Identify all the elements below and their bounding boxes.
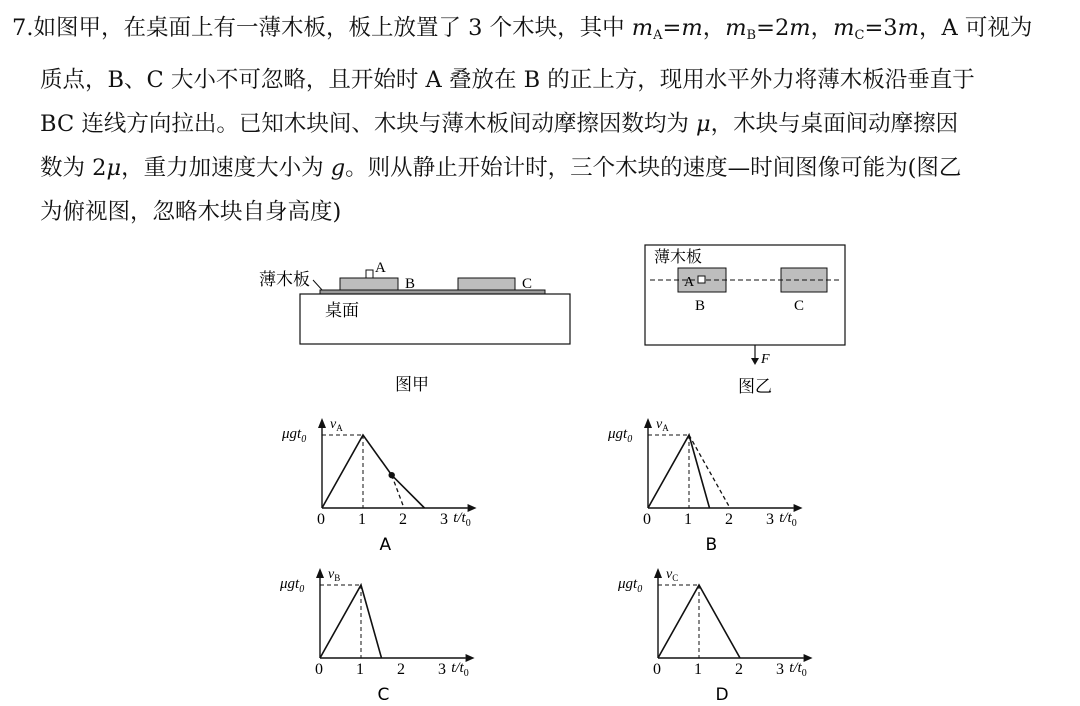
y-axis-label bbox=[330, 417, 343, 433]
x-tick-label: 1 bbox=[684, 511, 692, 528]
y-axis-sub: A bbox=[662, 423, 669, 433]
velocity-line bbox=[322, 435, 425, 508]
x-axis-label bbox=[453, 510, 471, 529]
x-tick-label: 2 bbox=[725, 511, 733, 528]
question-line-1: 7.如图甲，在桌面上有一薄木板，板上放置了 3 个木块，其中 $m_A=m$，$m_B=2m$，$m_C=3m$，A 可视为 bbox=[12, 15, 1033, 43]
y-axis-arrow bbox=[654, 568, 662, 578]
block-a-top bbox=[698, 276, 705, 283]
label-b-top: B bbox=[695, 298, 706, 314]
text-segment: 数为 2 bbox=[40, 155, 107, 181]
var-m: m bbox=[631, 15, 654, 41]
graph-option-b bbox=[604, 412, 844, 562]
x-tick-label: 3 bbox=[438, 661, 446, 678]
var-m: m bbox=[789, 15, 811, 41]
y-axis-label bbox=[656, 417, 669, 433]
question-line-2: 质点，B、C 大小不可忽略，且开始时 A 叠放在 B 的正上方，现用水平外力将薄木板沿垂直于 bbox=[40, 67, 975, 93]
y-mark-label bbox=[607, 426, 632, 445]
x-axis-arrow bbox=[468, 504, 477, 512]
x-tick-label: 3 bbox=[776, 661, 784, 678]
figure-yi bbox=[640, 240, 860, 400]
x-tick-label: 1 bbox=[694, 661, 702, 678]
var-g: g bbox=[330, 155, 346, 181]
x-tick-label: 3 bbox=[440, 511, 448, 528]
board-label: 薄木板 bbox=[259, 270, 310, 289]
y-mark-label bbox=[617, 576, 642, 595]
text-segment: = bbox=[662, 15, 682, 41]
option-label: A bbox=[379, 535, 392, 555]
board-label-top: 薄木板 bbox=[654, 249, 703, 266]
x-tick-label: 1 bbox=[358, 511, 366, 528]
x-tick-label: 2 bbox=[397, 661, 405, 678]
caption-yi: 图乙 bbox=[738, 377, 772, 396]
y-mark-sub: 0 bbox=[301, 434, 307, 445]
velocity-dashed-line bbox=[689, 435, 730, 508]
y-axis-text: v bbox=[328, 567, 335, 582]
x-tick-label: 0 bbox=[643, 511, 651, 528]
question-text bbox=[12, 6, 1072, 234]
text-segment: 。则从静止开始计时，三个木块的速度—时间图像可能为(图乙 bbox=[345, 155, 962, 181]
label-c: C bbox=[522, 276, 533, 292]
y-mark-sub: 0 bbox=[299, 584, 305, 595]
velocity-dashed-line bbox=[392, 475, 404, 508]
x-tick-label: 0 bbox=[317, 511, 325, 528]
label-a: A bbox=[375, 260, 386, 276]
option-label: B bbox=[705, 535, 718, 555]
y-mark-text: μgt bbox=[282, 426, 302, 442]
label-a-top: A bbox=[684, 275, 695, 290]
y-mark-sub: 0 bbox=[627, 434, 633, 445]
x-axis-sub: 0 bbox=[791, 518, 797, 529]
y-mark-text: μgt bbox=[608, 426, 628, 442]
y-axis-sub: A bbox=[336, 423, 343, 433]
y-axis-text: v bbox=[656, 417, 663, 432]
x-tick-label: 1 bbox=[356, 661, 364, 678]
y-mark-sub: 0 bbox=[637, 584, 643, 595]
var-m: m bbox=[681, 15, 703, 41]
text-segment: =2 bbox=[756, 15, 790, 41]
var-m: m bbox=[897, 15, 919, 41]
y-mark-text: μgt bbox=[618, 576, 638, 592]
text-segment: =3 bbox=[864, 15, 898, 41]
caption-jia: 图甲 bbox=[395, 375, 429, 394]
x-axis-text: t/t bbox=[779, 510, 792, 526]
x-axis-label bbox=[451, 660, 469, 679]
text-segment: ，重力加速度大小为 bbox=[121, 155, 331, 181]
subscript: C bbox=[854, 28, 865, 43]
y-axis-text: v bbox=[330, 417, 337, 432]
force-arrow-head bbox=[751, 358, 759, 365]
x-axis-label bbox=[789, 660, 807, 679]
board-leader-line bbox=[313, 280, 323, 291]
figure-jia bbox=[255, 248, 585, 398]
y-mark-label bbox=[281, 426, 306, 445]
y-axis-label bbox=[666, 567, 678, 583]
x-axis-label bbox=[779, 510, 797, 529]
y-axis-arrow bbox=[316, 568, 324, 578]
graph-option-a bbox=[278, 412, 518, 562]
y-mark-text: μgt bbox=[280, 576, 300, 592]
graph-option-d bbox=[614, 562, 854, 706]
x-axis-sub: 0 bbox=[465, 518, 471, 529]
y-axis-arrow bbox=[318, 418, 326, 428]
x-tick-label: 2 bbox=[735, 661, 743, 678]
x-axis-arrow bbox=[466, 654, 475, 662]
text-segment: BC 连线方向拉出。已知木块间、木块与薄木板间动摩擦因数均为 bbox=[40, 111, 696, 137]
y-axis-arrow bbox=[644, 418, 652, 428]
block-b-side bbox=[340, 278, 398, 290]
x-tick-label: 0 bbox=[315, 661, 323, 678]
y-axis-sub: C bbox=[672, 573, 679, 583]
option-label: D bbox=[715, 685, 729, 705]
question-line-5: 为俯视图，忽略木块自身高度) bbox=[40, 199, 342, 225]
block-c-side bbox=[458, 278, 515, 290]
y-mark-label bbox=[279, 576, 304, 595]
velocity-point bbox=[389, 472, 395, 478]
y-axis-sub: B bbox=[334, 573, 341, 583]
text-segment: 如图甲，在桌面上有一薄木板，板上放置了 3 个木块，其中 bbox=[33, 15, 632, 41]
table-label: 桌面 bbox=[325, 301, 359, 320]
x-axis-text: t/t bbox=[789, 660, 802, 676]
subscript: A bbox=[653, 28, 663, 43]
y-axis-text: v bbox=[666, 567, 673, 582]
velocity-line bbox=[648, 435, 710, 508]
subscript: B bbox=[746, 28, 757, 43]
x-axis-text: t/t bbox=[451, 660, 464, 676]
question-number: 7. bbox=[12, 15, 34, 41]
x-axis-text: t/t bbox=[453, 510, 466, 526]
y-axis-label bbox=[328, 567, 340, 583]
thin-board bbox=[320, 290, 545, 294]
question-line-3 bbox=[12, 102, 1072, 146]
option-label: C bbox=[377, 685, 390, 705]
x-axis-sub: 0 bbox=[463, 668, 469, 679]
var-mu: μ bbox=[106, 155, 122, 181]
label-b: B bbox=[405, 276, 416, 292]
x-axis-arrow bbox=[794, 504, 803, 512]
force-label: F bbox=[761, 352, 770, 367]
text-segment: ，A 可视为 bbox=[918, 15, 1033, 41]
var-m: m bbox=[725, 15, 747, 41]
x-tick-label: 0 bbox=[653, 661, 661, 678]
block-a-side bbox=[366, 270, 373, 278]
x-tick-label: 2 bbox=[399, 511, 407, 528]
var-mu: μ bbox=[695, 111, 711, 137]
velocity-line bbox=[320, 585, 382, 658]
text-segment: ，木块与桌面间动摩擦因 bbox=[710, 111, 959, 137]
x-tick-label: 3 bbox=[766, 511, 774, 528]
question-line-4 bbox=[12, 146, 1072, 190]
var-m: m bbox=[833, 15, 855, 41]
x-axis-sub: 0 bbox=[801, 668, 807, 679]
graph-option-c bbox=[276, 562, 516, 706]
label-c-top: C bbox=[794, 298, 805, 314]
x-axis-arrow bbox=[804, 654, 813, 662]
